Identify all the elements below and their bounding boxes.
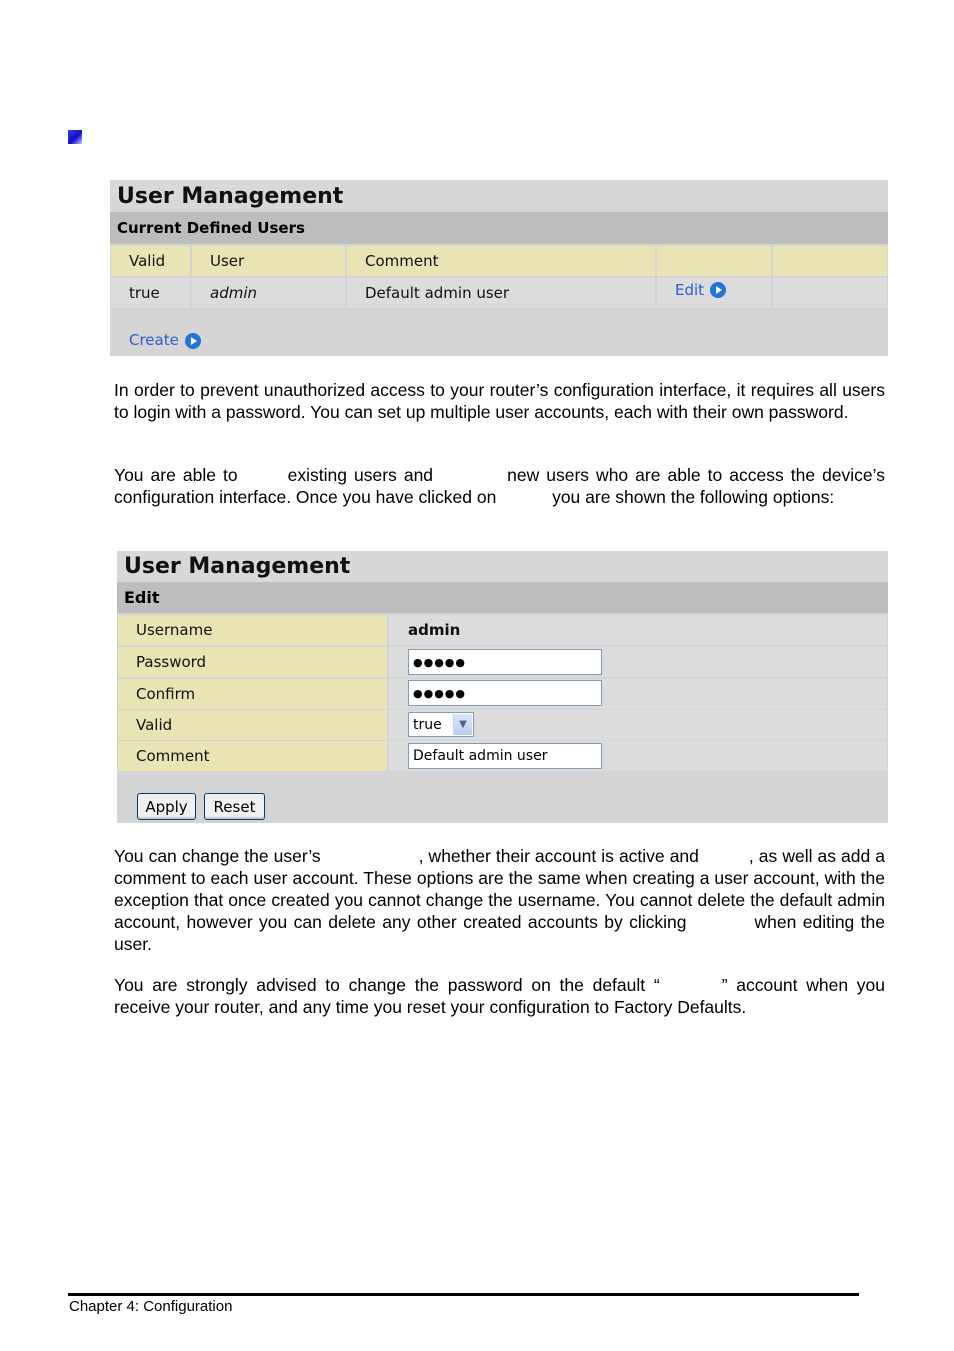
cell-edit[interactable] <box>657 278 771 308</box>
para2-part-d: you are shown the following options: <box>552 487 835 507</box>
comment-input[interactable]: Default admin user <box>408 743 602 769</box>
reset-button[interactable]: Reset <box>204 793 265 820</box>
paragraph-1: In order to prevent unauthorized access to your router’s configuration interface, it requires all users to login with a password. You can set up multiple user accounts, each with their own password. <box>114 380 885 422</box>
cell-user: admin <box>192 278 345 308</box>
cell-comment: Default admin user <box>347 278 655 308</box>
paragraph-4 <box>114 974 885 1018</box>
user-list-panel <box>110 180 888 356</box>
para2-part-a: You are able to <box>114 465 238 485</box>
para4-part-a: You are strongly advised to change the password on the default “ <box>114 975 660 995</box>
col-header-blank-2 <box>773 246 887 276</box>
value-username-cell <box>389 615 887 645</box>
valid-select[interactable] <box>408 712 474 737</box>
valid-selected-value: true <box>413 716 442 733</box>
label-valid: Valid <box>118 710 387 740</box>
label-password: Password <box>118 647 387 677</box>
section-bullet-icon <box>68 130 82 144</box>
panel-subtitle: Edit <box>117 583 888 613</box>
footer-rule <box>68 1293 859 1296</box>
chevron-down-icon[interactable]: ▼ <box>453 714 472 735</box>
username-value: admin <box>408 621 461 639</box>
edit-user-panel <box>117 551 888 823</box>
password-input[interactable]: ●●●●● <box>408 649 602 675</box>
confirm-input[interactable]: ●●●●● <box>408 680 602 706</box>
para3-part-d: when editing the user. <box>114 912 885 954</box>
label-comment: Comment <box>118 741 387 771</box>
col-header-blank-1 <box>657 246 771 276</box>
apply-button[interactable]: Apply <box>137 793 196 820</box>
arrow-right-circle-icon[interactable] <box>185 333 201 349</box>
paragraph-2 <box>114 464 885 508</box>
panel-subtitle: Current Defined Users <box>110 213 888 244</box>
para2-part-b: existing users and <box>287 465 434 485</box>
para3-part-b: , whether their account is active and <box>418 846 699 866</box>
create-link-wrap[interactable] <box>129 331 201 350</box>
panel-title: User Management <box>110 180 888 213</box>
para3-part-c: , as well as add a comment to each user account. These options are the same when creating a user account, with the exception that once created you cannot change the username. You cannot delete the default admin account, however you can delete any other created accounts by clicking <box>114 846 886 932</box>
col-header-valid: Valid <box>111 246 190 276</box>
create-link[interactable]: Create <box>129 331 179 349</box>
paragraph-3 <box>114 845 885 955</box>
col-header-comment: Comment <box>347 246 655 276</box>
cell-blank <box>773 278 887 308</box>
para2-part-c: new users who are able to access the device’s configuration interface. Once you have clicked on <box>114 465 885 507</box>
edit-link[interactable]: Edit <box>675 281 705 299</box>
cell-valid: true <box>111 278 190 308</box>
para3-part-a: You can change the user’s <box>114 846 321 866</box>
col-header-user: User <box>192 246 345 276</box>
panel-title: User Management <box>117 551 888 583</box>
para4-part-b: ” account when you receive your router, and any time you reset your configuration to Factory Defaults. <box>114 975 886 1017</box>
label-confirm: Confirm <box>118 679 387 709</box>
arrow-right-circle-icon[interactable] <box>710 282 726 298</box>
footer-chapter: Chapter 4: Configuration <box>69 1298 233 1315</box>
label-username: Username <box>118 615 387 645</box>
